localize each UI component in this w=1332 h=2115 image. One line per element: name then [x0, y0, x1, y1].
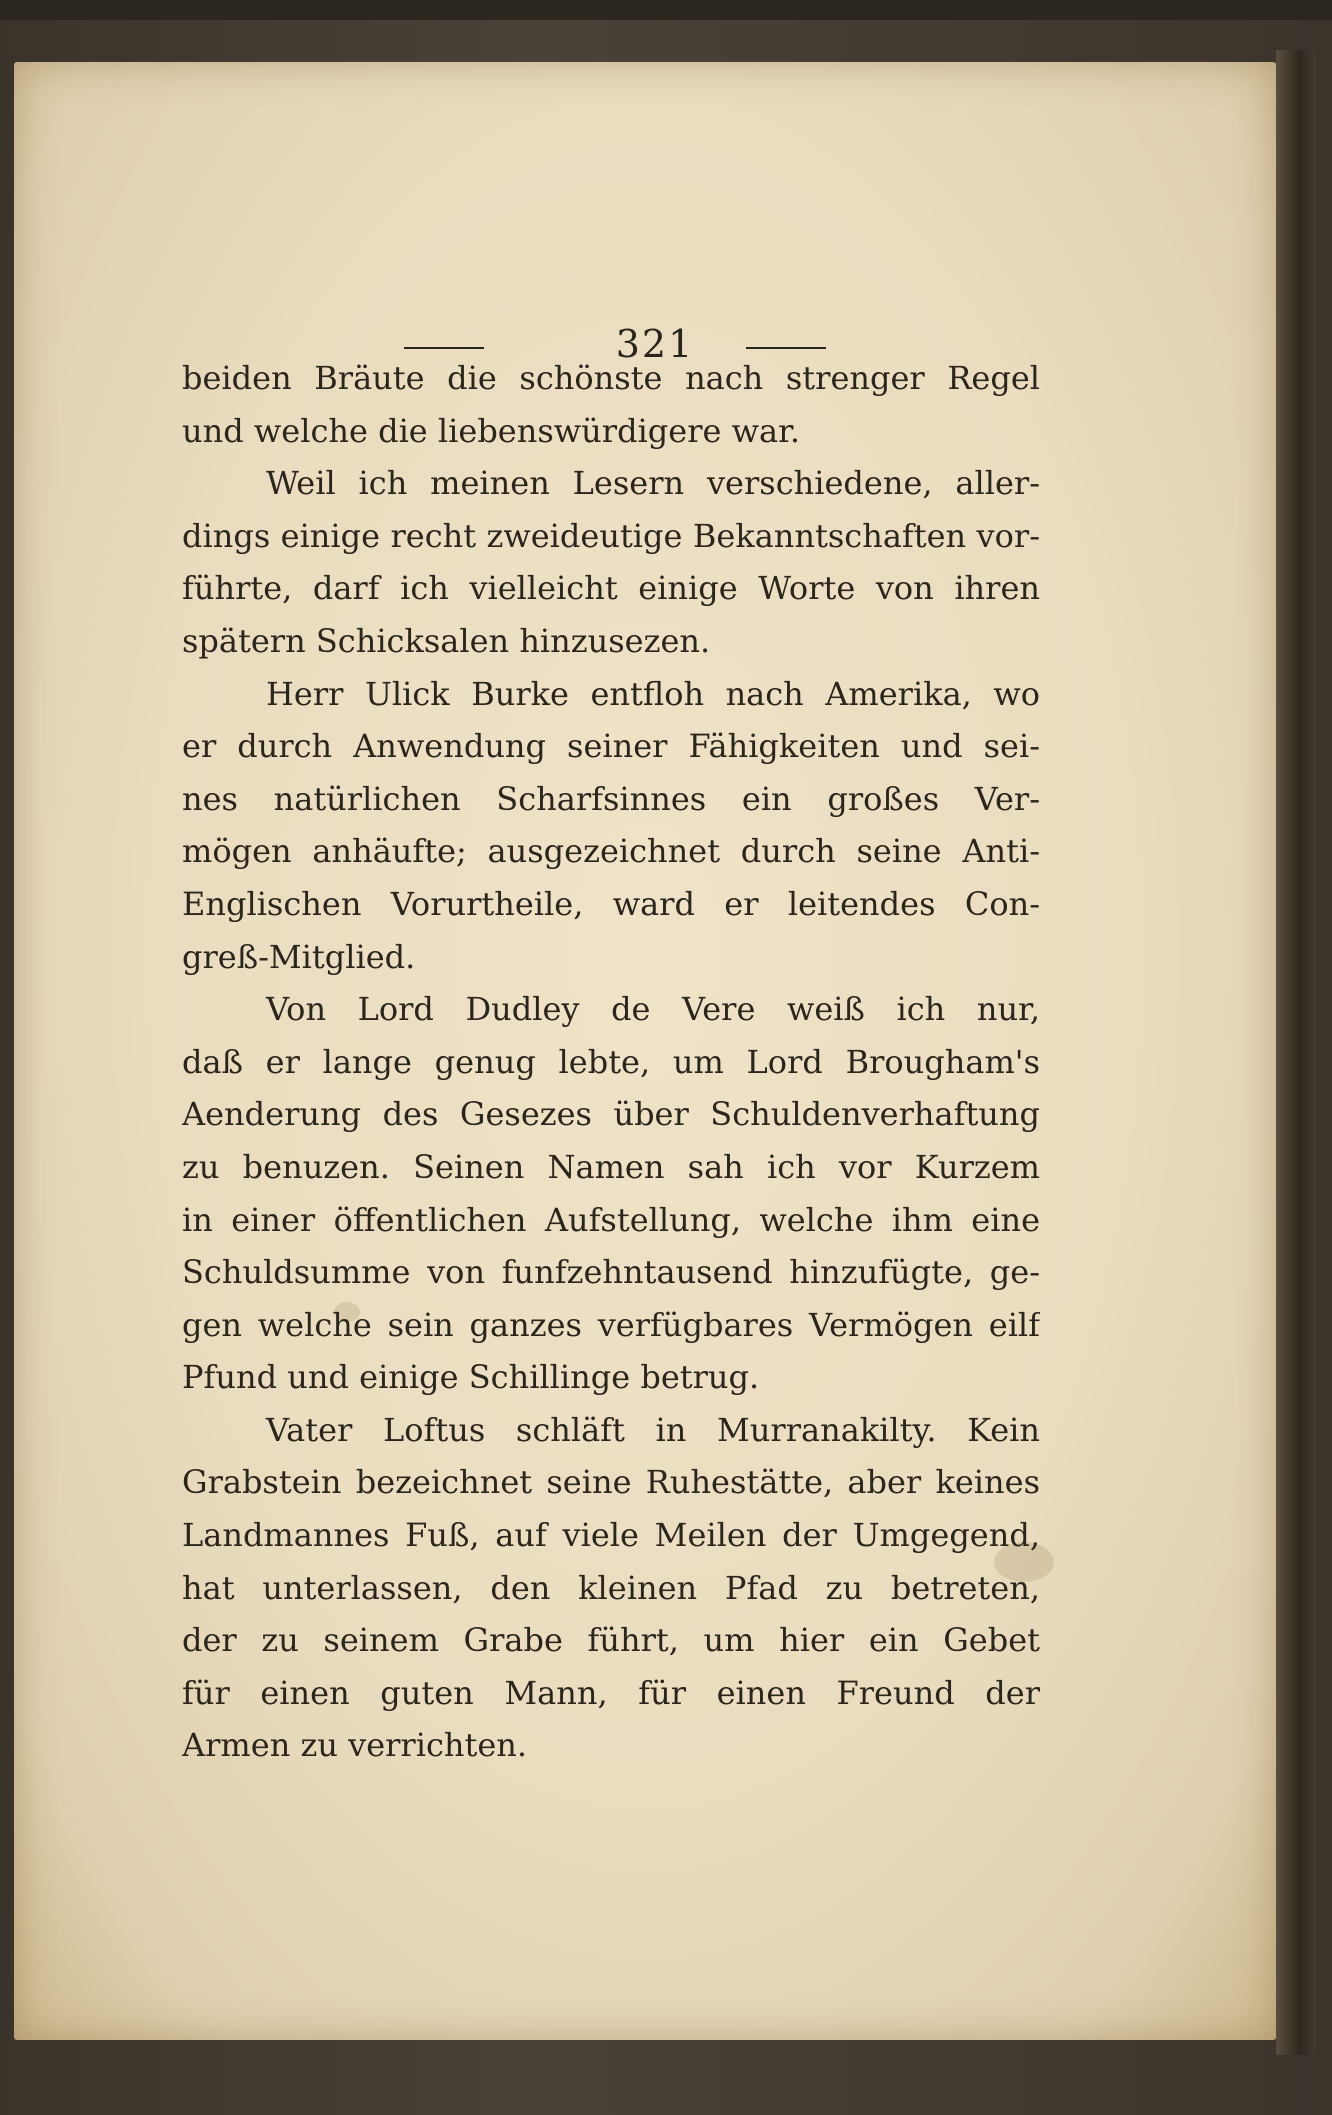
text-line: in einer öffentlichen Aufstellung, welche ihm eine: [182, 1200, 1040, 1239]
text-line: beiden Bräute die schönste nach strenger Regel: [182, 359, 1040, 397]
text-line: zu benuzen. Seinen Namen sah ich vor Kurzem: [182, 1147, 1040, 1186]
text-line: der zu seinem Grabe führt, um hier ein Gebet: [182, 1621, 1040, 1660]
text-line: Pfund und einige Schillinge betrug.: [182, 1358, 760, 1397]
text-line: und welche die liebenswürdigere war.: [182, 411, 801, 450]
text-line: Von Lord Dudley de Vere weiß ich nur,: [266, 990, 1040, 1029]
text-line: mögen anhäufte; ausgezeichnet durch seine Anti-: [182, 832, 1040, 871]
body-text: [182, 352, 1040, 1772]
text-line: nes natürlichen Scharfsinnes ein großes Ver-: [182, 779, 1040, 818]
text-line: hat unterlassen, den kleinen Pfad zu betreten,: [182, 1568, 1040, 1607]
header-dash-right: [746, 347, 826, 349]
text-line: Vater Loftus schläft in Murranakilty. Kein: [266, 1410, 1040, 1449]
text-line: dings einige recht zweideutige Bekanntschaften vor-: [182, 516, 1040, 555]
text-line: Schuldsumme von funfzehntausend hinzufügte, ge-: [182, 1253, 1040, 1292]
text-line: Herr Ulick Burke entfloh nach Amerika, wo: [266, 674, 1040, 713]
text-line: Aenderung des Gesezes über Schuldenverhaftung: [182, 1095, 1040, 1134]
text-line: daß er lange genug lebte, um Lord Brougham's: [182, 1042, 1040, 1081]
text-line: gen welche sein ganzes verfügbares Vermögen eilf: [182, 1305, 1040, 1344]
text-line: spätern Schicksalen hinzusezen.: [182, 621, 711, 660]
text-line: Grabstein bezeichnet seine Ruhestätte, aber keines: [182, 1463, 1040, 1502]
page-edge: [1276, 50, 1316, 2055]
text-line: greß-Mitglied.: [182, 937, 416, 976]
text-line: für einen guten Mann, für einen Freund der: [182, 1673, 1040, 1712]
header-dash-left: [404, 347, 484, 349]
page-number: 321: [615, 322, 695, 366]
text-line: er durch Anwendung seiner Fähigkeiten und sei-: [182, 727, 1040, 766]
text-line: Armen zu verrichten.: [182, 1726, 528, 1765]
text-line: Landmannes Fuß, auf viele Meilen der Umgegend,: [182, 1516, 1040, 1555]
text-line: Weil ich meinen Lesern verschiedene, aller-: [266, 464, 1040, 503]
text-line: Englischen Vorurtheile, ward er leitendes Con-: [182, 884, 1040, 923]
text-line: führte, darf ich vielleicht einige Worte von ihren: [182, 569, 1040, 608]
